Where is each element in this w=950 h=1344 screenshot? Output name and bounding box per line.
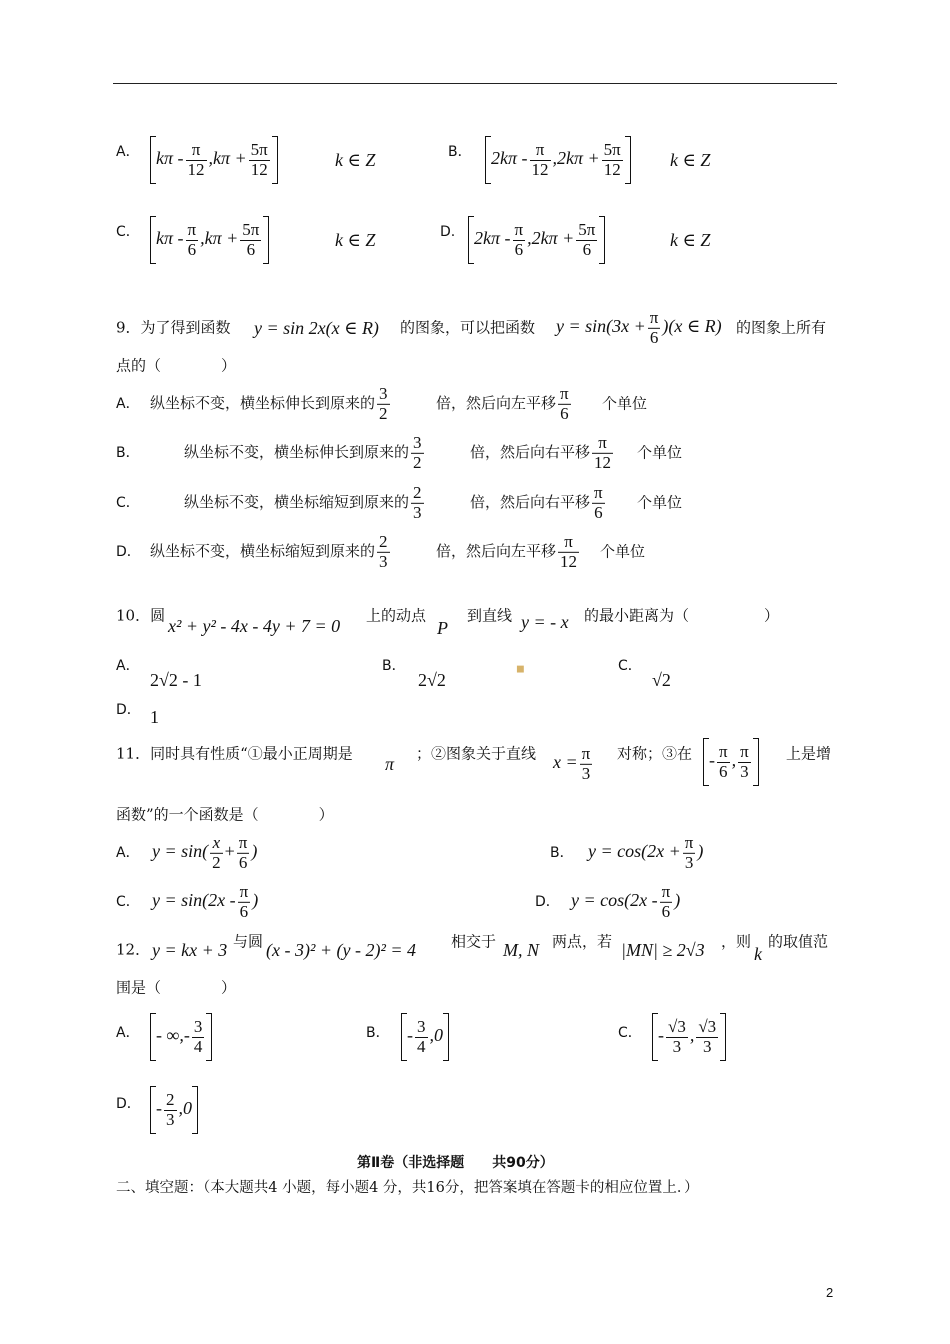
q11-c-label: C． — [116, 894, 140, 910]
q11-stem-c: 对称；③在 — [617, 744, 693, 763]
fill-blank-instructions: 二、填空题：（本大题共4 小题，每小题4 分，共16分，把答案填在答题卡的相应位置上．） — [116, 1179, 699, 1196]
q11-interval: - $\frac{\pi}{6}$ , $\frac{\pi}{3}$ — [703, 738, 759, 786]
q10-stem-a: 10．圆 — [116, 606, 166, 625]
q12-line: y = kx + 3 — [152, 940, 228, 960]
q10-a: 2√2 - 1 — [150, 670, 202, 690]
q9-stem-a: 9．为了得到函数 — [116, 318, 231, 337]
q12-stem-c: 相交于 — [451, 932, 497, 951]
q10-stem-b: 上的动点 — [366, 606, 427, 625]
q9-b-mid: 倍，然后向右平移 $\frac{\pi}{12}$ — [470, 432, 612, 472]
q10-point: P — [437, 618, 448, 638]
q9-c-text: 纵坐标不变，横坐标缩短到原来的 $\frac{2}{3}$ — [184, 482, 422, 522]
q10-stem-d: 的最小距离为（ ） — [584, 606, 780, 625]
q9-c-mid: 倍，然后向右平移 $\frac{\pi}{6}$ — [470, 482, 603, 522]
q9-stem-c: 的图象上所有 — [736, 318, 827, 337]
q11-b-label: B． — [550, 845, 574, 861]
q10-a-label: A． — [116, 658, 140, 674]
q12-c: - $\frac{√3}{3}$ , $\frac{√3}{3}$ — [652, 1013, 726, 1061]
q11-stem-e: 函数”的一个函数是（ ） — [116, 805, 334, 824]
q11-axis: x = $\frac{\pi}{3}$ — [553, 743, 591, 783]
q10-stem-c: 到直线 — [467, 606, 513, 625]
q12-stem-g: 围是（ ） — [116, 978, 237, 997]
q9-b-end: 个单位 — [637, 443, 683, 462]
q12-a-label: A． — [116, 1025, 140, 1041]
q8-d-expr: 2kπ - $\frac{\pi}{6}$ ,2kπ + $\frac{5\pi}{6}$ — [468, 216, 605, 264]
q10-line: y = - x — [521, 612, 569, 632]
q12-stem-f: 的取值范 — [768, 932, 829, 951]
q9-a-mid: 倍，然后向左平移 $\frac{\pi}{6}$ — [436, 383, 569, 423]
q12-circle: (x - 3)² + (y - 2)² = 4 — [266, 940, 417, 960]
q12-c-label: C． — [618, 1025, 642, 1041]
q12-stem-a: 12． — [116, 940, 151, 959]
q12-d: - $\frac{2}{3}$ ,0 — [150, 1086, 198, 1134]
q9-d-text: 纵坐标不变，横坐标缩短到原来的 $\frac{2}{3}$ — [150, 531, 388, 571]
q8-b-label: B． — [448, 144, 472, 160]
q12-b-label: B． — [366, 1025, 390, 1041]
q10-b: 2√2 — [418, 670, 446, 690]
q12-b: - $\frac{3}{4}$ ,0 — [401, 1013, 449, 1061]
q10-c: √2 — [652, 670, 671, 690]
q11-a: y = sin( $\frac{x}{2}$ + $\frac{\pi}{6}$ ) — [152, 832, 258, 872]
q9-func2: y = sin(3x + $\frac{\pi}{6}$ )(x ∈ R) — [556, 307, 722, 347]
q11-b: y = cos(2x + $\frac{\pi}{3}$ ) — [588, 832, 704, 872]
q11-a-label: A． — [116, 845, 140, 861]
q8-d-label: D. — [440, 224, 456, 240]
q8-c-domain: k ∈ Z — [335, 230, 376, 250]
q12-stem-b: 与圆 — [233, 932, 264, 951]
stray-dot: ■ — [516, 664, 525, 675]
q9-stem-b: 的图象，可以把函数 — [400, 318, 536, 337]
q11-stem-a: 11．同时具有性质“①最小正周期是 — [116, 744, 353, 763]
q9-a-label: A． — [116, 396, 140, 412]
q9-a-end: 个单位 — [602, 394, 648, 413]
q10-c-label: C． — [618, 658, 642, 674]
page-number: 2 — [826, 1285, 834, 1300]
q9-func1: y = sin 2x(x ∈ R) — [254, 318, 379, 338]
q12-cond: |MN| ≥ 2√3 — [621, 940, 705, 960]
q8-b-expr: 2kπ - $\frac{\pi}{12}$ ,2kπ + $\frac{5\pi}{12}$ — [485, 136, 631, 184]
q11-c: y = sin(2x - $\frac{\pi}{6}$ ) — [152, 881, 259, 921]
q12-k: k — [754, 944, 762, 964]
q10-d-label: D． — [116, 702, 141, 718]
q9-d-end: 个单位 — [600, 542, 646, 561]
q11-stem-d: 上是增 — [786, 744, 832, 763]
q9-b-label: B． — [116, 445, 140, 461]
header-rule — [113, 83, 837, 84]
q10-d: 1 — [150, 707, 159, 727]
q12-d-label: D． — [116, 1096, 141, 1112]
q9-b-text: 纵坐标不变，横坐标伸长到原来的 $\frac{3}{2}$ — [184, 432, 422, 472]
q9-d-label: D． — [116, 544, 141, 560]
q12-stem-e: ，则 — [721, 932, 752, 951]
section-title: 第Ⅱ卷（非选择题 共90分） — [357, 1155, 554, 1171]
q8-a-expr: kπ - $\frac{\pi}{12}$ ,kπ + $\frac{5\pi}{12}$ — [150, 136, 278, 184]
q9-d-mid: 倍，然后向左平移 $\frac{\pi}{12}$ — [436, 531, 578, 571]
q8-c-expr: kπ - $\frac{\pi}{6}$ ,kπ + $\frac{5\pi}{6}$ — [150, 216, 269, 264]
q11-pi: π — [385, 754, 395, 774]
q8-a-label: A． — [116, 144, 140, 160]
q10-b-label: B． — [382, 658, 406, 674]
q8-a-domain: k ∈ Z — [335, 150, 376, 170]
q8-c-label: C． — [116, 224, 140, 240]
q11-stem-b: ；②图象关于直线 — [416, 744, 537, 763]
q11-d-label: D． — [535, 894, 560, 910]
q9-stem-d: 点的（ ） — [116, 356, 237, 375]
q8-b-domain: k ∈ Z — [670, 150, 711, 170]
q10-eq: x² + y² - 4x - 4y + 7 = 0 — [168, 616, 341, 636]
q12-a: - ∞,- $\frac{3}{4}$ — [150, 1013, 212, 1061]
q12-mn: M, N — [503, 940, 539, 960]
q9-c-label: C． — [116, 495, 140, 511]
q9-a-text: 纵坐标不变，横坐标伸长到原来的 $\frac{3}{2}$ — [150, 383, 388, 423]
q9-c-end: 个单位 — [637, 493, 683, 512]
q11-d: y = cos(2x - $\frac{\pi}{6}$ ) — [571, 881, 681, 921]
q12-stem-d: 两点，若 — [552, 932, 613, 951]
q8-d-domain: k ∈ Z — [670, 230, 711, 250]
